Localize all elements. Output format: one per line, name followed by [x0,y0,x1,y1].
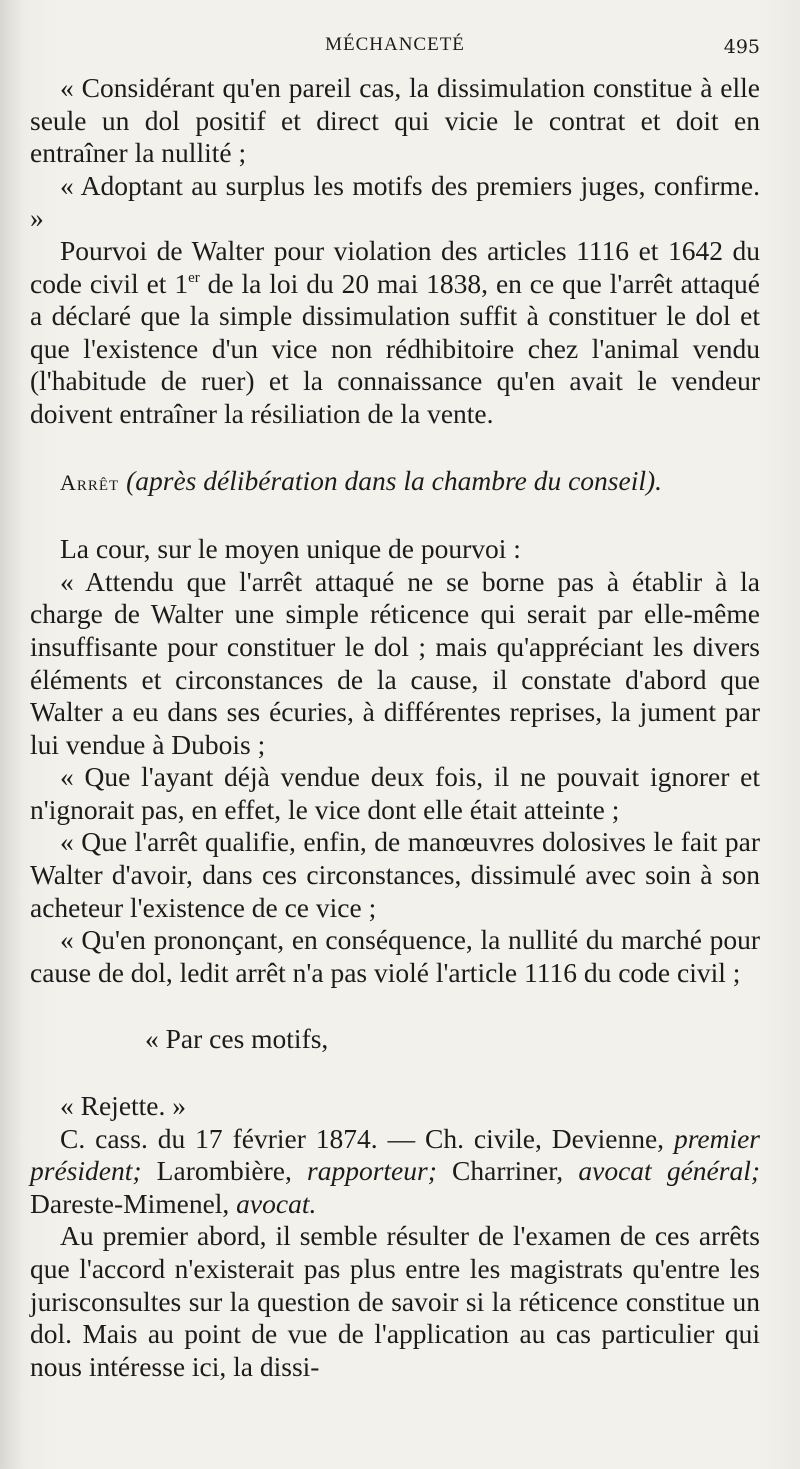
paragraph-considerant: « Considérant qu'en pareil cas, la dissimulation constitue à elle seule un dol positif et direct qui vicie le contrat et doit en entraîner la nullité ; [30,72,760,169]
arret-note: (après délibération dans la chambre du conseil). [126,464,663,496]
paragraph-au-premier-abord: Au premier abord, il semble résulter de l'examen de ces arrêts que l'accord n'existerait pas plus entre les magistrats qu'entre les jurisconsultes sur la question de savoir si la réticence constitue un dol. Mais au point de vue de l'application au cas particulier qui nous intéresse ici, la dissi- [30,1220,760,1382]
paragraph-que-l-arret: « Que l'arrêt qualifie, enfin, de manœuvres dolosives le fait par Walter d'avoir, dans ces circonstances, dissimulé avec soin à son acheteur l'existence de ce vice ; [30,826,760,923]
citation-text-c: Charriner, [436,1155,579,1187]
citation-text-a: C. cass. du 17 février 1874. — Ch. civile, Devienne, [60,1122,674,1154]
paragraph-rejette: « Rejette. » [60,1090,187,1122]
pourvoi-text-b: de la loi du 20 mai 1838, en ce que l'arrêt attaqué a déclaré que la simple dissimulation suffit à constituer le dol et que l'existence d'un vice non rédhibitoire chez l'animal vendu (l'habitude de ruer) et la connaissance qu'en avait le vendeur doivent entraîner la résiliation de la vente. [30,267,760,429]
arret-label: Arrêt [60,469,120,495]
paragraph-la-cour: La cour, sur le moyen unique de pourvoi : [60,533,521,565]
running-title: MÉCHANCETÉ [325,34,465,55]
paragraph-pourvoi [30,235,760,431]
paragraph-par-ces-motifs: « Par ces motifs, [145,1023,329,1055]
paragraph-qu-en-prononcant: « Qu'en prononçant, en conséquence, la nullité du marché pour cause de dol, ledit arrêt n'a pas violé l'article 1116 du code civil ; [30,924,760,988]
citation-role-avocat: avocat. [236,1187,317,1219]
citation-role-rapporteur: rapporteur; [307,1155,437,1187]
citation-text-d: Dareste-Mimenel, [30,1187,237,1219]
pourvoi-text-a: Pourvoi de Walter pour violation des articles 1116 et 1642 du code civil et 1 [30,234,760,299]
running-header [30,30,760,60]
paragraph-attendu: « Attendu que l'arrêt attaqué ne se borne pas à établir à la charge de Walter une simple réticence qui serait par elle-même insuffisante pour constituer le dol ; mais qu'appréciant les divers éléments et circonstances de la cause, il constate d'abord que Walter a eu dans ses écuries, à différentes reprises, la jument par lui vendue à Dubois ; [30,565,760,760]
paragraph-que-l-ayant: « Que l'ayant déjà vendue deux fois, il ne pouvait ignorer et n'ignorait pas, en effet, le vice dont elle était atteinte ; [30,761,760,825]
paragraph-citation [30,1123,760,1221]
paragraph-adoptant: « Adoptant au surplus les motifs des premiers juges, confirme. » [30,169,760,234]
citation-text-b: Larombière, [141,1155,307,1187]
citation-role-avocat-general: avocat général; [578,1155,760,1187]
page-body [30,72,760,1383]
citation-role-president: premier président; [30,1122,760,1187]
arret-heading [30,465,760,500]
pourvoi-superscript: er [188,269,200,286]
page-number: 495 [723,36,760,58]
